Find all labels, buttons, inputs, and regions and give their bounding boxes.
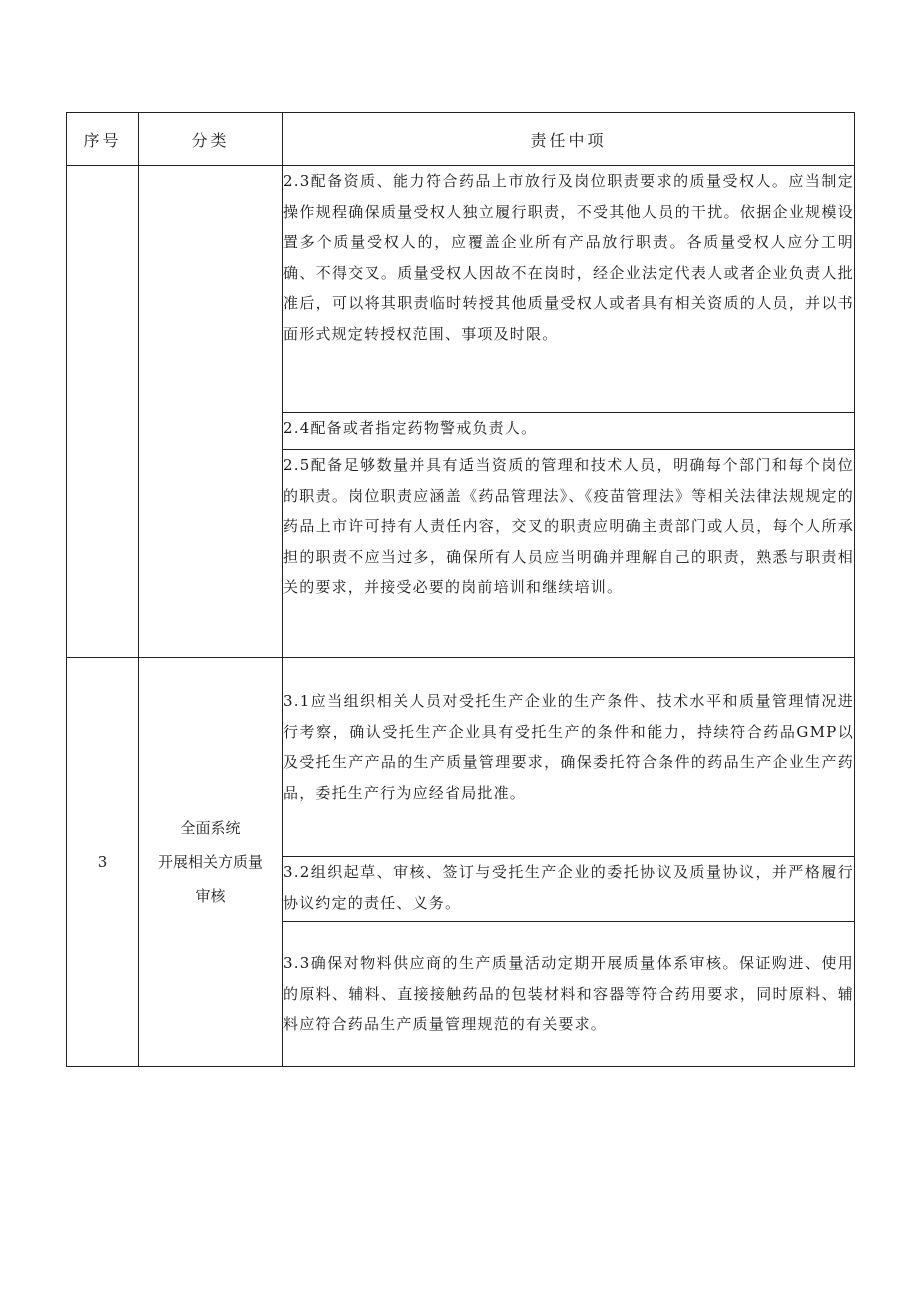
item-text: 3.1应当组织相关人员对受托生产企业的生产条件、技术水平和质量管理情况进行考察，确认受托生产企业具有受托生产的条件和能力，持续符合药品GMP以及受托生产产品的生产质量管理要求，确保委托符合条件的药品生产企业生产药品，委托生产行为应经省局批准。 — [283, 692, 854, 802]
item-cell — [283, 166, 855, 413]
item-text: 2.4配备或者指定药物警戒负责人。 — [283, 419, 538, 437]
category-line: 审核 — [195, 887, 226, 905]
row-number — [67, 166, 139, 658]
item-text: 3.3确保对物料供应商的生产质量活动定期开展质量体系审核。保证购进、使用的原料、辅料、直接接触药品的包装材料和容器等符合药用要求，同时原料、辅料应符合药品生产质量管理规范的有关要求。 — [283, 954, 854, 1033]
header-no: 序号 — [67, 113, 139, 166]
category-line: 全面系统 — [180, 819, 241, 837]
header-category: 分类 — [139, 113, 283, 166]
row-number: 3 — [67, 658, 139, 1067]
table-row — [67, 166, 855, 413]
category-line: 开展相关方质量 — [157, 853, 263, 871]
header-item: 责任中项 — [283, 113, 855, 166]
item-text: 2.5配备足够数量并具有适当资质的管理和技术人员，明确每个部门和每个岗位的职责。岗位职责应涵盖《药品管理法》、《疫苗管理法》等相关法律法规规定的药品上市许可持有人责任内容，交叉的职责应明确主责部门或人员，每个人所承担的职责不应当过多，确保所有人员应当明确并理解自己的职责，熟悉与职责相关的要求，并接受必要的岗前培训和继续培训。 — [283, 456, 854, 596]
item-text: 2.3配备资质、能力符合药品上市放行及岗位职责要求的质量受权人。应当制定操作规程确保质量受权人独立履行职责，不受其他人员的干扰。依据企业规模设置多个质量受权人的，应覆盖企业所有产品放行职责。各质量受权人应分工明确、不得交叉。质量受权人因故不在岗时，经企业法定代表人或者企业负责人批准后，可以将其职责临时转授其他质量受权人或者具有相关资质的人员，并以书面形式规定转授权范围、事项及时限。 — [283, 172, 854, 343]
item-cell — [283, 857, 855, 922]
responsibility-table — [66, 112, 855, 1067]
item-text: 3.2组织起草、审核、签订与受托生产企业的委托协议及质量协议，并严格履行协议约定的责任、义务。 — [283, 863, 854, 912]
item-cell — [283, 658, 855, 857]
item-cell — [283, 922, 855, 1067]
row-category — [139, 658, 283, 1067]
item-cell — [283, 450, 855, 658]
item-cell — [283, 413, 855, 450]
table-header-row — [67, 113, 855, 166]
row-category — [139, 166, 283, 658]
table-row — [67, 658, 855, 857]
